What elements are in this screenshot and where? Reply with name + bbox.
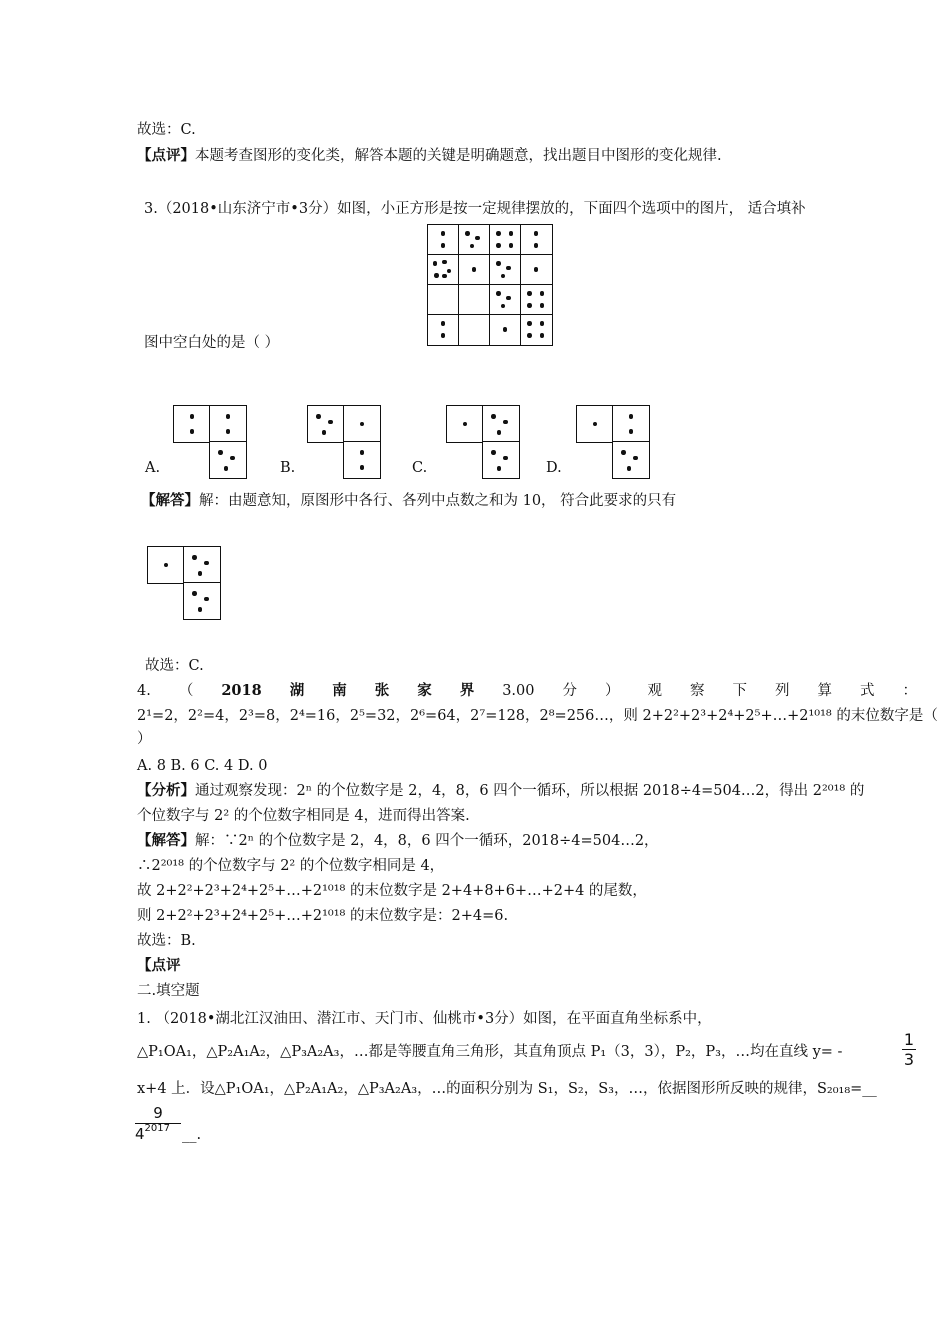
dot (224, 466, 229, 471)
line-answer-c: 故选：C. (145, 658, 204, 674)
question-4-word: 湖 (289, 682, 305, 699)
grid-cell (489, 284, 522, 316)
question-4-word: 察 (690, 683, 705, 699)
dot (441, 231, 446, 236)
grid-cell (489, 254, 522, 286)
dot (540, 321, 545, 326)
dot (198, 571, 203, 576)
dot (501, 274, 506, 279)
dot (527, 303, 532, 308)
grid-cell (147, 546, 185, 584)
grid-cell (209, 441, 247, 479)
question-4-word: ） (605, 683, 620, 699)
solution-line (141, 491, 676, 511)
grid-cell (307, 405, 345, 443)
dot (470, 244, 475, 249)
question-4-word: 列 (775, 683, 790, 699)
option-d-figure (576, 405, 651, 477)
fill-question-1-line3: x+4 上．设△P₁OA₁，△P₂A₁A₂，△P₃A₂A₃，…的面积分别为 S₁，S₂，S₃，…，依据图形所反映的规律，S₂₀₁₈=__ (137, 1081, 877, 1097)
dot (322, 430, 327, 435)
dot (627, 466, 632, 471)
dot (230, 456, 235, 461)
dot (503, 456, 508, 461)
dot (190, 414, 195, 419)
solution-tag: 【解答】 (141, 492, 199, 509)
dot-grid-figure (427, 224, 551, 344)
slope-numerator: 1 (903, 1030, 915, 1049)
dot (540, 303, 545, 308)
dot (540, 291, 545, 296)
grid-cell (458, 254, 491, 286)
dot (226, 429, 231, 434)
dot (506, 266, 511, 271)
question-4-number: 4. (137, 683, 151, 699)
dot (527, 321, 532, 326)
analysis-line (137, 781, 864, 801)
question-4-word: （ (178, 683, 194, 699)
grid-cell (427, 314, 460, 346)
dot (360, 422, 365, 427)
dot (192, 591, 197, 596)
dot (629, 429, 634, 434)
dot (475, 236, 480, 241)
grid-cell (482, 441, 520, 479)
grid-cell (427, 224, 460, 256)
dot (534, 267, 539, 272)
question-4-header (137, 681, 917, 701)
dot (527, 333, 532, 338)
dot (540, 333, 545, 338)
question-4-options: A. 8 B. 6 C. 4 D. 0 (137, 758, 268, 774)
answer-denominator (135, 1123, 181, 1144)
dot (204, 561, 209, 566)
dot (593, 422, 598, 427)
answer-numerator: 9 (153, 1104, 163, 1122)
dot (204, 597, 209, 602)
grid-cell (458, 224, 491, 256)
grid-cell (183, 546, 221, 584)
grid-cell (520, 284, 553, 316)
dot (527, 291, 532, 296)
dot (496, 231, 501, 236)
dot (442, 274, 447, 279)
section-fill-in: 二.填空题 (137, 983, 200, 999)
grid-cell (612, 441, 650, 479)
dot (316, 414, 321, 419)
line-answer-c-top: 故选：C. (137, 122, 196, 138)
dot (226, 414, 231, 419)
dot (441, 321, 446, 326)
question-4-word: 分 (562, 683, 577, 699)
dot (534, 243, 539, 248)
question-4-word: 界 (459, 682, 475, 699)
grid-cell (427, 254, 460, 286)
grid-cell (520, 254, 553, 286)
dot (360, 450, 365, 455)
dot (463, 422, 468, 427)
option-d-label: D. (546, 460, 562, 476)
dot (441, 243, 446, 248)
dot (447, 269, 452, 274)
question-4-word: 观 (647, 683, 662, 699)
analysis-text: 通过观察发现：2ⁿ 的个位数字是 2，4，8，6 四个一循环，所以根据 2018÷4=504…2，得出 2²⁰¹⁸ 的 (195, 783, 865, 799)
grid-cell (209, 405, 247, 443)
question-3-continuation: 图中空白处的是（ ） (144, 335, 280, 351)
answer-fraction (135, 1103, 181, 1144)
grid-cell (458, 314, 491, 346)
dot (506, 296, 511, 301)
line-answer-b: 故选：B. (137, 933, 196, 949)
question-4-line2: 2¹=2，2²=4，2³=8，2⁴=16，2⁵=32，2⁶=64，2⁷=128，2⁸=256…，则 2+2²+2³+2⁴+2⁵+…+2¹⁰¹⁸ 的末位数字是（ (137, 708, 938, 724)
dot (434, 273, 439, 278)
grid-cell (173, 405, 211, 443)
dot (621, 450, 626, 455)
answer-den-exponent: 2017 (144, 1123, 170, 1134)
grid-cell (576, 405, 614, 443)
solution-text: 解：由题意知，原图形中各行、各列中点数之和为 10， 符合此要求的只有 (199, 493, 677, 509)
solution2-line2: ∴2²⁰¹⁸ 的个位数字与 2² 的个位数字相同是 4， (137, 858, 445, 874)
comment-line (137, 146, 722, 166)
solution2-text: 解：∵2ⁿ 的个位数字是 2，4，8，6 四个一循环，2018÷4=504…2， (195, 833, 659, 849)
dot (164, 563, 169, 568)
dot (496, 261, 501, 266)
dot (496, 243, 501, 248)
dot (503, 327, 508, 332)
question-4-word: 下 (732, 683, 747, 699)
answer-figure (147, 546, 222, 618)
dot (501, 304, 506, 309)
dot (629, 414, 634, 419)
dot (433, 261, 438, 266)
dot (190, 429, 195, 434)
dot (491, 450, 496, 455)
dot (360, 465, 365, 470)
option-b-label: B. (280, 460, 296, 476)
grid-cell (489, 224, 522, 256)
dot (497, 430, 502, 435)
question-4-word: 家 (417, 682, 432, 699)
question-4-word: 3.00 (502, 683, 535, 699)
analysis-tag: 【分析】 (137, 782, 195, 799)
dot (509, 243, 514, 248)
solution2-line (137, 831, 659, 851)
dot (218, 450, 223, 455)
grid-cell (446, 405, 484, 443)
slope-fraction (902, 1030, 916, 1070)
question-3: 3.（2018•山东济宁市•3分）如图，小正方形是按一定规律摆放的，下面四个选项中的图片， 适合填补 (144, 201, 806, 217)
comment2-tag: 【点评 (137, 957, 181, 974)
solution2-line3: 故 2+2²+2³+2⁴+2⁵+…+2¹⁰¹⁸ 的末位数字是 2+4+8+6+…+2+4 的尾数， (137, 883, 647, 899)
question-4-word: 式 (860, 683, 875, 699)
fill-question-1-line2: △P₁OA₁，△P₂A₁A₂，△P₃A₂A₃，…都是等腰直角三角形，其直角顶点 P₁（3，3），P₂，P₃，…均在直线 y= - (137, 1044, 843, 1060)
dot (472, 267, 477, 272)
dot (633, 456, 638, 461)
grid-cell (489, 314, 522, 346)
option-a-figure (173, 405, 248, 477)
question-4-word: 2018 (221, 682, 262, 699)
question-4-word: 算 (817, 683, 832, 699)
dot (192, 555, 197, 560)
slope-denominator: 3 (903, 1050, 915, 1069)
grid-cell (183, 582, 221, 620)
dot (497, 466, 502, 471)
option-b-figure (307, 405, 382, 477)
question-4-word: 张 (374, 682, 390, 699)
grid-cell (427, 284, 460, 316)
dot (442, 260, 447, 265)
dot (491, 414, 496, 419)
dot (496, 291, 501, 296)
option-a-label: A. (145, 460, 161, 476)
question-4-word: 南 (332, 682, 347, 699)
grid-cell (343, 441, 381, 479)
option-c-label: C. (412, 460, 428, 476)
dot (509, 231, 514, 236)
grid-cell (612, 405, 650, 443)
answer-tail: __. (182, 1127, 202, 1143)
dot (328, 420, 333, 425)
grid-cell (343, 405, 381, 443)
dot (503, 420, 508, 425)
fill-question-1-line1: 1. （2018•湖北江汉油田、潜江市、天门市、仙桃市•3分）如图，在平面直角坐标系中， (137, 1011, 712, 1027)
comment-text: 本题考查图形的变化类，解答本题的关键是明确题意，找出题目中图形的变化规律. (195, 148, 722, 164)
comment-tag: 【点评】 (137, 147, 195, 164)
dot (198, 607, 203, 612)
dot (465, 231, 470, 236)
grid-cell (458, 284, 491, 316)
dot (534, 231, 539, 236)
solution2-line4: 则 2+2²+2³+2⁴+2⁵+…+2¹⁰¹⁸ 的末位数字是：2+4=6. (137, 908, 509, 924)
dot (441, 333, 446, 338)
analysis-line2: 个位数字与 2² 的个位数字相同是 4，进而得出答案. (137, 808, 470, 824)
question-4-line3: ） (137, 731, 152, 747)
answer-den-base: 4 (135, 1125, 145, 1143)
option-c-figure (446, 405, 521, 477)
solution2-tag: 【解答】 (137, 832, 195, 849)
grid-cell (482, 405, 520, 443)
grid-cell (520, 314, 553, 346)
grid-cell (520, 224, 553, 256)
question-4-line1 (137, 681, 917, 701)
question-4-word: ： (902, 683, 917, 699)
